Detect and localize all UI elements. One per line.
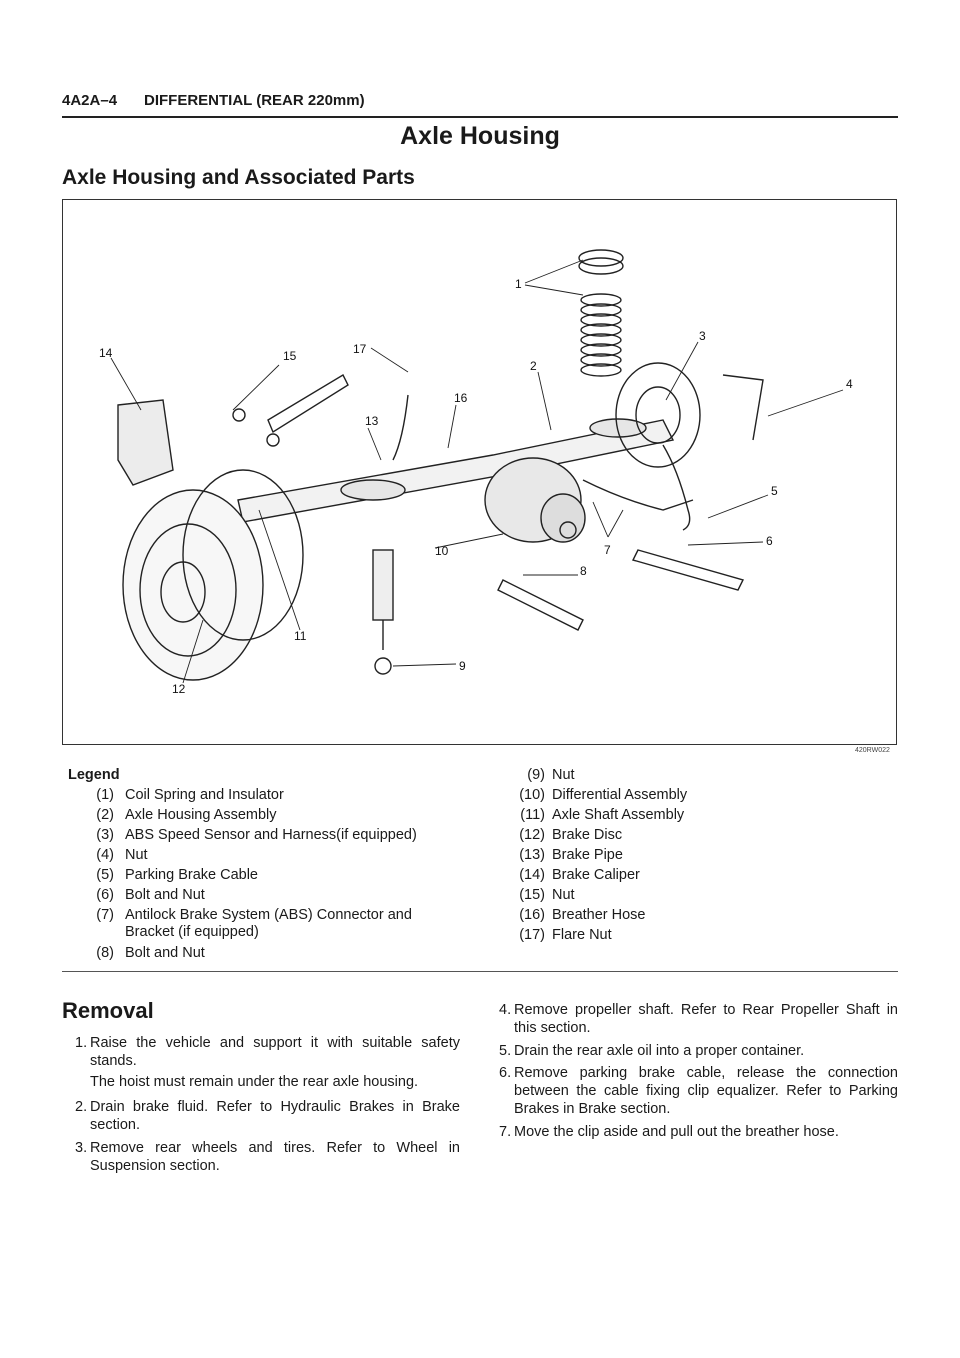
legend-num: (5) [96, 867, 114, 883]
legend-num: (10) [519, 787, 545, 803]
removal-step-note [90, 1073, 460, 1091]
legend-text: Flare Nut [552, 927, 612, 943]
step-number: 1. [75, 1035, 88, 1051]
legend-text: Nut [125, 847, 148, 863]
legend-text: Antilock Brake System (ABS) Connector and [125, 907, 412, 923]
legend-num: (12) [519, 827, 545, 843]
section-title: DIFFERENTIAL (REAR 220mm) [144, 92, 365, 109]
callout-2: 2 [530, 359, 537, 373]
legend-num: (17) [519, 927, 545, 943]
legend-text: Bolt and Nut [125, 945, 205, 961]
legend-text: Brake Disc [552, 827, 623, 843]
callout-3: 3 [699, 329, 706, 343]
divider [62, 971, 898, 972]
legend-num: (14) [519, 867, 545, 883]
legend-num: (11) [520, 807, 545, 823]
legend-text: ABS Speed Sensor and Harness(if equipped) [125, 827, 417, 843]
step-number: 6. [499, 1065, 512, 1081]
legend-num: (7) [96, 907, 114, 923]
figure-code: 420RW022 [855, 747, 890, 754]
callout-14: 14 [99, 346, 113, 360]
legend-title: Legend [68, 767, 120, 783]
step-text: Move the clip aside and pull out the breather hose. [514, 1124, 839, 1140]
legend-text: Differential Assembly [552, 787, 688, 803]
callout-1: 1 [515, 277, 522, 291]
removal-heading: Removal [62, 998, 154, 1023]
step-text: Drain brake fluid. Refer to Hydraulic Brakes in Brake section. [90, 1099, 460, 1133]
step-text: Remove rear wheels and tires. Refer to Wheel in Suspension section. [90, 1140, 460, 1174]
legend-num: (3) [96, 827, 114, 843]
step-note: The hoist must remain under the rear axle housing. [90, 1074, 419, 1090]
legend-text: Bolt and Nut [125, 887, 205, 903]
step-number: 5. [499, 1043, 512, 1059]
legend-num: (16) [519, 907, 545, 923]
legend-num: (1) [96, 787, 114, 803]
step-text: Remove propeller shaft. Refer to Rear Propeller Shaft in this section. [514, 1002, 898, 1036]
legend-text: Parking Brake Cable [125, 867, 258, 883]
callout-10: 10 [435, 544, 449, 558]
legend-text: Brake Pipe [552, 847, 623, 863]
page-code: 4A2A–4 [62, 92, 118, 109]
legend-num: (4) [96, 847, 114, 863]
exploded-diagram [62, 199, 897, 745]
callout-16: 16 [454, 391, 468, 405]
axle-housing-illustration [63, 200, 896, 744]
page-header [62, 90, 898, 118]
step-number: 4. [499, 1002, 512, 1018]
legend-text: Axle Shaft Assembly [552, 807, 685, 823]
callout-17: 17 [353, 342, 367, 356]
figure-heading: Axle Housing and Associated Parts [62, 166, 415, 189]
callout-5: 5 [771, 484, 778, 498]
legend-num: (8) [96, 945, 114, 961]
legend-num: (9) [527, 767, 545, 783]
callout-7: 7 [604, 543, 611, 557]
legend-text: Axle Housing Assembly [125, 807, 277, 823]
step-number: 7. [499, 1124, 512, 1140]
legend-num: (13) [519, 847, 545, 863]
callout-4: 4 [846, 377, 853, 391]
callout-13: 13 [365, 414, 379, 428]
legend-text: Bracket (if equipped) [125, 924, 259, 940]
callout-9: 9 [459, 659, 466, 673]
legend-text: Brake Caliper [552, 867, 640, 883]
callout-12: 12 [172, 682, 186, 696]
legend-num: (6) [96, 887, 114, 903]
legend-text: Coil Spring and Insulator [125, 787, 284, 803]
legend-text: Breather Hose [552, 907, 646, 923]
callout-11: 11 [294, 629, 307, 643]
callout-8: 8 [580, 564, 587, 578]
step-number: 3. [75, 1140, 88, 1156]
legend-text: Nut [552, 767, 575, 783]
step-text: Raise the vehicle and support it with suitable safety stands. [90, 1035, 460, 1069]
step-text: Remove parking brake cable, release the connection between the cable fixing clip equalizer. Refer to Parking Brakes in Brake section. [514, 1065, 898, 1117]
callout-6: 6 [766, 534, 773, 548]
legend-num: (2) [96, 807, 114, 823]
legend-text: Nut [552, 887, 575, 903]
legend-num: (15) [519, 887, 545, 903]
callout-15: 15 [283, 349, 297, 363]
step-number: 2. [75, 1099, 88, 1115]
step-text: Drain the rear axle oil into a proper container. [514, 1043, 805, 1059]
page-title: Axle Housing [400, 122, 560, 150]
